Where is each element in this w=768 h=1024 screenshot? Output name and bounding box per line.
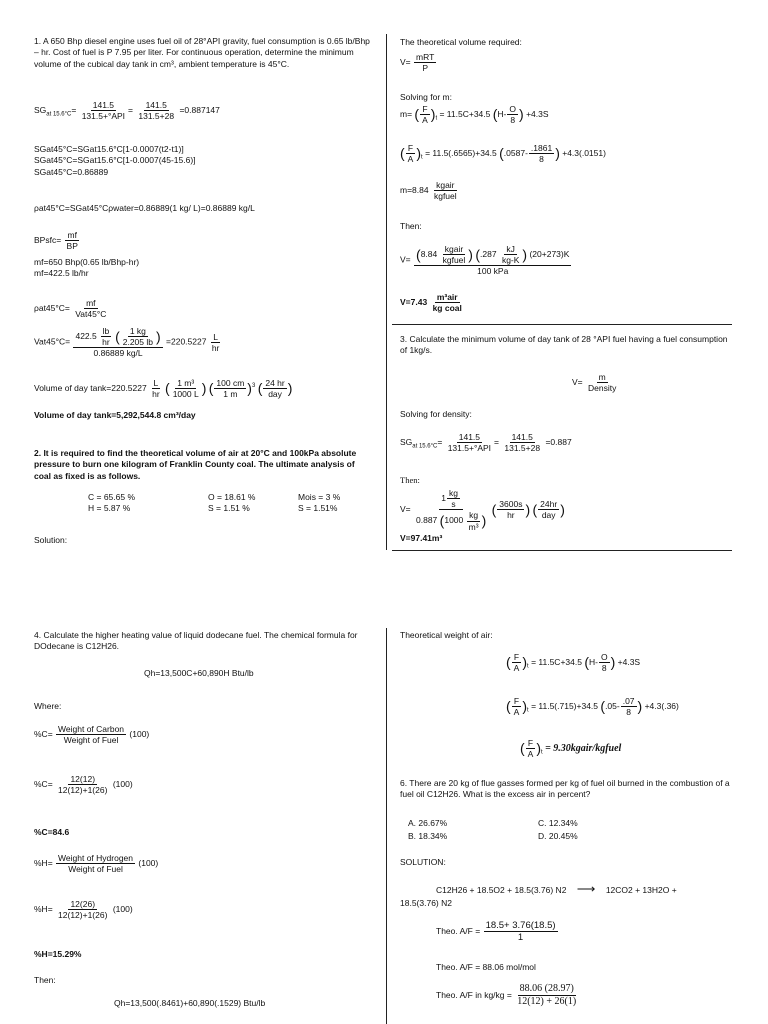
p4-final: Qh=13,500(.8461)+60,890(.1529) Btu/lb bbox=[114, 998, 266, 1008]
p4-formula: Qh=13,500C+60,890H Btu/lb bbox=[144, 668, 254, 678]
p6-options bbox=[400, 818, 658, 843]
p1-mf-lines: mf=650 Bhp(0.65 lb/Bhp-hr) mf=422.5 lb/hr bbox=[34, 257, 140, 279]
p3-sg-eq: $SG_{at 15.6^\circ C}=$ $\frac{141.5}{\text{131.5+°API}}$ = $\frac{141.5}{131.5+28}$ =0.887 bbox=[400, 432, 572, 454]
problem-2-text: 2. It is required to find the theoretical volume of air at 20°C and 100kPa absolute pressure to burn one kilogram of Franklin County coal. The ultimate analysis of coal as fixed is as follows. bbox=[34, 448, 357, 481]
p4-where: Where: bbox=[34, 701, 62, 711]
option-d: D. 20.45% bbox=[538, 831, 578, 842]
p4-then: Then: bbox=[34, 975, 56, 985]
p1-bsfc: BPsfc= $\frac{mf}{BP}$ bbox=[34, 230, 78, 252]
p3-result: V=97.41m³ bbox=[400, 533, 443, 543]
option-a: A. 26.67% bbox=[408, 818, 448, 828]
p4-c-eq: %C= $\frac{\text{Weight of Carbon}}{\text{Weight of Fuel}}$ (100) bbox=[34, 724, 150, 746]
p6-theo-af-kg: Theo. A/F in kg/kg = $\frac{88.06 (28.97)}{12(12) + 26(1)}$ bbox=[436, 983, 577, 1007]
p3-v-eq: V= $\frac{m}{\text{Density}}$ bbox=[572, 372, 617, 394]
p3-solve-density: Solving for density: bbox=[400, 409, 472, 419]
p3-v-calc: V= 1 $\frac{kg}{s}$ 0.887 (1000 $\frac{kg}{\text{m³}}$ ) ( $\frac{3600s}{hr}$ ) ( $\frac{24hr}{\text{day}}$ ) bbox=[400, 488, 565, 532]
problem-3-text: 3. Calculate the minimum volume of day tank of 28 °API fuel having a fuel consumption of 1kg/s. bbox=[400, 334, 728, 356]
p2-solve-m: Solving for m: bbox=[400, 92, 452, 102]
p1-rho-line: ρat45°C=SGat45°Cρwater=0.86889(1 kg/ L)=0.86889 kg/L bbox=[34, 203, 255, 213]
p2-final-result: V=7.43 $\frac{\text{m³air}}{\text{kg coal}}$ bbox=[400, 292, 462, 314]
p2-m-eq: m= ( $\frac{F}{A}$ )$_t = 11.5C+34.5$ (H- $\frac{O}{8}$ ) +4.3S bbox=[400, 104, 549, 126]
rule-after-p2 bbox=[392, 324, 732, 325]
p2-then: Then: bbox=[400, 221, 422, 231]
p4-h-result: %H=15.29% bbox=[34, 949, 82, 959]
p2-solution-label: Solution: bbox=[34, 535, 68, 545]
column-divider-bottom bbox=[386, 628, 387, 1024]
p2-analysis-table: C = 65.65 % O = 18.61 % Mois = 3 % H = 5.87 % S = 1.51 % S = 1.51% bbox=[88, 492, 341, 514]
problem-2 bbox=[34, 448, 370, 482]
p2-fa-eq: ( $\frac{F}{A}$ )$_t = 11.5(.6565)+34.5$ (.0587- $\frac{.1861}{8}$ ) +4.3(.0151) bbox=[400, 143, 606, 165]
p4-c-calc: %C= $\frac{12(12)}{12(12)+1(26)}$ (100) bbox=[34, 774, 133, 796]
p6-theo-af-result: Theo. A/F = 88.06 mol/mol bbox=[436, 962, 536, 972]
p2-theo-text: The theoretical volume required: bbox=[400, 37, 522, 47]
p1-volume-calc: Vat45°C= 422.5 $\frac{lb}{hr}$ ( $\frac{1 kg}{2.205 lb}$ ) 0.86889 kg/L =220.5227 $\frac{L}{hr}$ bbox=[34, 326, 220, 359]
p6-reaction: C12H26 + 18.5O2 + 18.5(3.76) N2 ⟶ 12CO2 + 13H2O + 18.5(3.76) N2 bbox=[400, 881, 677, 908]
p1-day-tank-result: Volume of day tank=5,292,544.8 cm³/day bbox=[34, 410, 196, 420]
problem-4 bbox=[34, 630, 370, 653]
option-c: C. 12.34% bbox=[538, 818, 578, 828]
p5-eq1: ( $\frac{F}{A}$ )$_t = 11.5C+34.5$ (H- $\frac{O}{8}$ ) +4.3S bbox=[506, 652, 641, 674]
p6-theo-af: Theo. A/F = $\frac{18.5+ 3.76(18.5)}{1}$ bbox=[436, 920, 556, 944]
problem-4-text: 4. Calculate the higher heating value of liquid dodecane fuel. The chemical formula for DOdecane is C12H26. bbox=[34, 630, 358, 652]
p5-header: Theoretical weight of air: bbox=[400, 630, 493, 640]
column-divider-top bbox=[386, 34, 387, 550]
problem-6-text: 6. There are 20 kg of flue gasses formed per kg of fuel oil burned in the combustion of a fuel oil C12H26. What is the excess air in percent? bbox=[400, 778, 730, 800]
p1-sg45-lines: SGat45°C=SGat15.6°C[1-0.0007(t2-t1)] SGat45°C=SGat15.6°C[1-0.0007(45-15.6)] SGat45°C=0.86889 bbox=[34, 144, 196, 177]
p3-then: Then: bbox=[400, 475, 420, 485]
p5-eq2: ( $\frac{F}{A}$ )$_t = 11.5(.715)+34.5$ (.05- $\frac{.07}{8}$ ) +4.3(.36) bbox=[506, 696, 679, 718]
problem-3 bbox=[400, 334, 734, 357]
problem-1 bbox=[34, 36, 370, 70]
p4-c-result: %C=84.6 bbox=[34, 827, 70, 837]
option-b: B. 18.34% bbox=[408, 831, 448, 842]
p2-v-calc: V= (8.84 $\frac{\text{kgair}}{\text{kgfuel}}$ ) (.287 $\frac{kJ}{kg-K}$ ) (20+273)K 100 kPa bbox=[400, 244, 570, 277]
p1-rho-fraction: ρat45°C= $\frac{mf}{\text{Vat45°C}}$ bbox=[34, 298, 107, 320]
rule-after-p3 bbox=[392, 550, 732, 551]
problem-1-text: 1. A 650 Bhp diesel engine uses fuel oil of 28°API gravity, fuel consumption is 0.65 lb/Bhp – hr. Cost of fuel is P 7.95 per liter. For continuous operation, determine the minimum volume of the cubical day tank in cm³, ambient temperature is 45°C. bbox=[34, 36, 370, 69]
p2-v-eq: V= $\frac{\text{mRT}}{P}$ bbox=[400, 52, 435, 74]
p2-m-result: m=8.84 $\frac{\text{kgair}}{\text{kgfuel}}$ bbox=[400, 180, 457, 202]
p4-h-eq: %H= $\frac{\text{Weight of Hydrogen}}{\text{Weight of Fuel}}$ (100) bbox=[34, 853, 159, 875]
p6-solution-label: SOLUTION: bbox=[400, 857, 446, 867]
problem-6 bbox=[400, 778, 734, 801]
p4-h-calc: %H= $\frac{12(26)}{12(12)+1(26)}$ (100) bbox=[34, 899, 133, 921]
p1-day-tank-calc: Volume of day tank=220.5227 $\frac{L}{hr}$ ( $\frac{\text{1 m³}}{1000 L}$ ) ( $\frac{100 cm}{1 m}$ )$^3$ ( $\frac{24 hr}{\text{day}}$ ) bbox=[34, 378, 293, 400]
p1-sg-equation: $SG_{at 15.6^\circ C}=$ $\frac{141.5}{\text{131.5+°API}}$ = $\frac{141.5}{131.5+28}$ =0.887147 bbox=[34, 100, 220, 122]
p5-eq3: ( $\frac{F}{A}$ )$_t$ = 9.30kgair/kgfuel bbox=[520, 738, 622, 760]
